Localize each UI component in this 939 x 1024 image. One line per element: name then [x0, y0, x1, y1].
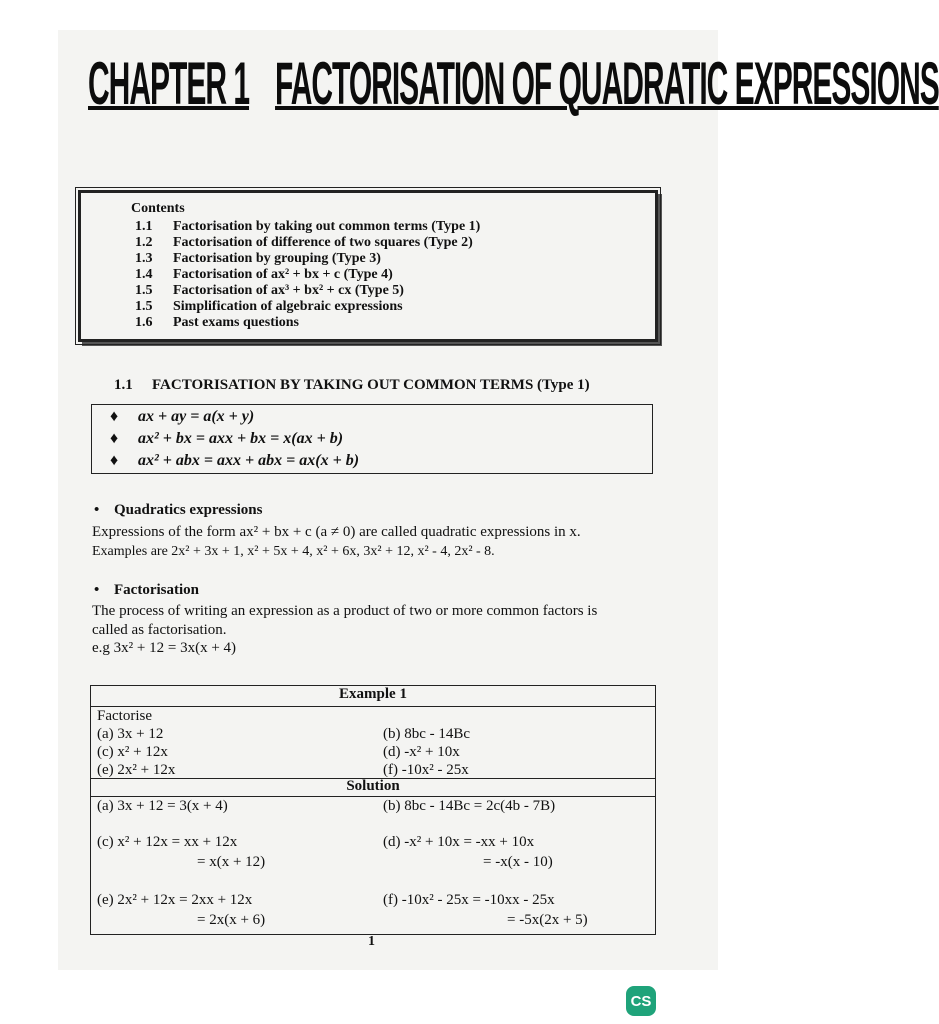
- factorise-label: Factorise: [97, 708, 152, 724]
- contents-item: 1.6 Past exams questions: [135, 315, 300, 330]
- camscanner-logo: CS: [626, 986, 656, 1016]
- contents-item: 1.3 Factorisation by grouping (Type 3): [135, 251, 381, 266]
- quadratics-examples: Examples are 2x² + 3x + 1, x² + 5x + 4, x² + 6x, 3x² + 12, x² - 4, 2x² - 8.: [92, 544, 495, 559]
- factorisation-heading: • Factorisation: [94, 582, 199, 598]
- contents-item: 1.5 Simplification of algebraic expressions: [135, 299, 403, 314]
- answer-f-result: = -5x(2x + 5): [507, 912, 588, 928]
- question-d: (d) -x² + 10x: [383, 744, 460, 760]
- rule-item: ♦ ax² + bx = axx + bx = x(ax + b): [110, 430, 344, 447]
- question-f: (f) -10x² - 25x: [383, 762, 469, 778]
- answer-d-result: = -x(x - 10): [483, 854, 553, 870]
- answer-c: (c) x² + 12x = xx + 12x: [97, 834, 238, 850]
- contents-item: 1.2 Factorisation of difference of two squares (Type 2): [135, 235, 473, 250]
- example-box: [90, 685, 656, 935]
- section-heading: 1.1 FACTORISATION BY TAKING OUT COMMON TERMS (Type 1): [114, 377, 590, 393]
- answer-a: (a) 3x + 12 = 3(x + 4): [97, 798, 228, 814]
- answer-e-result: = 2x(x + 6): [197, 912, 266, 928]
- answer-b: (b) 8bc - 14Bc = 2c(4b - 7B): [383, 798, 556, 814]
- factorisation-example: e.g 3x² + 12 = 3x(x + 4): [92, 640, 237, 656]
- page-number: 1: [368, 934, 375, 949]
- contents-heading: Contents: [131, 201, 185, 216]
- rules-box: [91, 404, 653, 474]
- contents-item: 1.4 Factorisation of ax² + bx + c (Type 4): [135, 267, 393, 282]
- question-e: (e) 2x² + 12x: [97, 762, 176, 778]
- answer-f: (f) -10x² - 25x = -10xx - 25x: [383, 892, 555, 908]
- answer-d: (d) -x² + 10x = -xx + 10x: [383, 834, 535, 850]
- contents-item: 1.1 Factorisation by taking out common terms (Type 1): [135, 219, 481, 234]
- quadratics-definition: Expressions of the form ax² + bx + c (a ≠ 0) are called quadratic expressions in x.: [92, 524, 581, 540]
- question-c: (c) x² + 12x: [97, 744, 168, 760]
- factorisation-definition: The process of writing an expression as a product of two or more common factors is: [92, 603, 598, 619]
- solution-title: Solution: [346, 778, 400, 794]
- quadratics-heading: • Quadratics expressions: [94, 502, 263, 518]
- question-a: (a) 3x + 12: [97, 726, 164, 742]
- factorisation-definition-cont: called as factorisation.: [92, 622, 227, 638]
- rule-item: ♦ ax² + abx = axx + abx = ax(x + b): [110, 452, 360, 469]
- question-b: (b) 8bc - 14Bc: [383, 726, 471, 742]
- answer-e: (e) 2x² + 12x = 2xx + 12x: [97, 892, 253, 908]
- contents-item: 1.5 Factorisation of ax³ + bx² + cx (Type 5): [135, 283, 404, 298]
- answer-c-result: = x(x + 12): [197, 854, 266, 870]
- example-title: Example 1: [339, 686, 407, 702]
- chapter-number: CHAPTER 1: [88, 52, 250, 118]
- rule-item: ♦ ax + ay = a(x + y): [110, 408, 255, 425]
- contents-box: [78, 190, 658, 342]
- chapter-name: FACTORISATION OF QUADRATIC EXPRESSIONS: [275, 52, 939, 118]
